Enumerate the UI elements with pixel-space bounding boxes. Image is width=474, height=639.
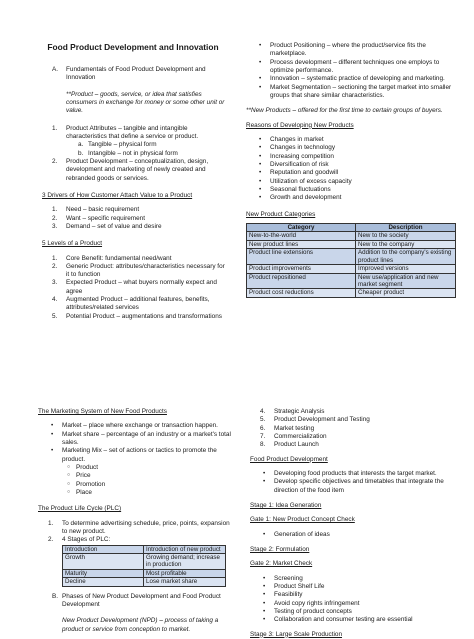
plc-heading: The Product Life Cycle (PLC)	[38, 505, 122, 513]
product-attribute-sublist	[42, 141, 228, 158]
table-row: New-to-the-world New to the society	[247, 232, 456, 240]
list-item: • Changes in market	[246, 136, 458, 144]
section-a-marker: A.	[52, 65, 59, 73]
list-item: • Changes in technology	[246, 144, 458, 152]
table-row: Product improvements Improved versions	[247, 265, 456, 273]
product-definition: **Product – goods, service, or idea that satisfies consumers in exchange for money or some other unit or value.	[66, 90, 225, 115]
list-item: 1. To determine advertising schedule, price, points, expansion to new product.	[48, 519, 230, 535]
list-item: 2. Want – specific requirement	[52, 214, 145, 222]
list-item: • Develop specific objectives and timetables that integrate the direction of the food item	[250, 478, 460, 495]
gate-1-list	[250, 531, 460, 539]
fpd-heading: Food Product Development	[250, 455, 328, 463]
gate-2-list	[250, 575, 460, 625]
list-item: 1. Product Attributes – tangible and intangible characteristics that define a service or product. a. Tangible – physical form b. Intangible – not in physical form	[42, 125, 228, 158]
document-title: Food Product Development and Innovation	[47, 42, 219, 52]
categories-table	[246, 223, 456, 298]
table-row: Maturity Most profitable	[63, 569, 226, 577]
drivers-list	[38, 206, 228, 231]
table-header-row	[247, 223, 456, 231]
list-item: • Screening	[250, 575, 460, 583]
list-item: ○ Price	[38, 472, 234, 480]
page1-right-column	[246, 42, 458, 298]
list-item: 2. 4 Stages of PLC:	[48, 536, 111, 544]
list-item: 1. Need – basic requirement	[52, 206, 140, 214]
positioning-list	[246, 42, 458, 100]
npd-definition: New Product Development (NPD) – process of taking a product or service from conception to market.	[62, 617, 219, 633]
table-row: New product lines New to the company	[247, 240, 456, 248]
table-row: Product repositioned New use/application and new market segment	[247, 273, 456, 289]
list-item: 6. Market testing	[260, 424, 315, 432]
list-item: 3. Demand – set of value and desire	[52, 222, 162, 230]
list-item: • Avoid copy rights infringement	[250, 600, 460, 608]
list-item: • Diversification of risk	[246, 161, 458, 169]
list-item: b. Intangible – not in physical form	[78, 149, 178, 157]
list-item: 5. Potential Product – augmentations and transformations	[52, 312, 222, 320]
table-row: Decline Lose market share	[63, 578, 226, 586]
list-item: • Seasonal fluctuations	[246, 186, 458, 194]
plc-list	[38, 520, 234, 545]
column-header: Description	[356, 223, 456, 231]
list-item: • Market – place where exchange or transaction happen.	[38, 422, 234, 430]
categories-heading: New Product Categories	[246, 210, 316, 218]
section-b-heading: Phases of New Product Development and Food Product Development	[62, 592, 221, 609]
levels-list	[38, 255, 228, 322]
drivers-heading: 3 Drivers of How Customer Attach Value to a Product	[42, 191, 193, 199]
marketing-heading: The Marketing System of New Food Products	[38, 408, 167, 415]
stage-2-heading: Stage 2: Formulation	[250, 545, 310, 553]
stage-1-heading: Stage 1: Idea Generation	[250, 501, 322, 509]
list-item: 2. Product Development – conceptualization, design, development and marketing of newly created and rebranded goods or services.	[52, 157, 209, 182]
page2-right-column	[250, 408, 460, 639]
list-item: • Generation of ideas	[250, 531, 460, 539]
stage-3-heading: Stage 3: Large Scale Production	[250, 630, 343, 638]
list-item: ○ Product	[38, 464, 234, 472]
gate-1-heading: Gate 1: New Product Concept Check	[250, 516, 355, 524]
levels-heading: 5 Levels of a Product	[42, 240, 103, 248]
section-b-marker: B.	[52, 592, 59, 600]
list-item: 4. Strategic Analysis	[260, 408, 325, 415]
list-item: • Growth and development	[246, 194, 458, 202]
list-item: 7. Commercialization	[260, 432, 327, 440]
table-row: Product cost reductions Cheaper product	[247, 289, 456, 297]
list-item: • Product Shelf Life	[250, 583, 460, 591]
list-item: • Increasing competition	[246, 153, 458, 161]
list-item: • Feasibility	[250, 591, 460, 599]
reasons-heading: Reasons of Developing New Products	[246, 121, 354, 129]
list-item: • Testing of product concepts	[250, 608, 460, 616]
list-item: 2. Generic Product: attributes/characteristics necessary for it to function	[52, 262, 225, 279]
new-products-definition: **New Products – offered for the first time to certain groups of buyers.	[246, 107, 443, 115]
list-item: • Market share – percentage of an industry or a market's total sales.	[38, 431, 234, 448]
npd-steps-list	[250, 408, 460, 450]
list-item: • Developing food products that interests the target market.	[250, 470, 460, 478]
list-item: 1. Core Benefit: fundamental need/want	[52, 254, 172, 262]
list-item: • Market Segmentation – sectioning the target market into smaller groups that share similar characteristics.	[246, 84, 458, 101]
marketing-list	[38, 422, 234, 464]
list-item: 8. Product Launch	[260, 441, 319, 449]
section-b	[38, 593, 234, 610]
list-item: 5. Product Development and Testing	[260, 416, 370, 424]
gate-2-heading: Gate 2: Market Check	[250, 560, 313, 568]
list-item: a. Tangible – physical form	[78, 141, 157, 149]
marketing-mix-list	[38, 464, 234, 497]
table-row: Growth Growing demand; increase in production	[63, 554, 226, 570]
list-item: 3. Expected Product – what buyers normally expect and agree	[52, 279, 217, 295]
list-item: • Marketing Mix – set of actions or tactics to promote the product.	[38, 447, 234, 464]
section-a	[38, 66, 228, 83]
page2-left-column	[38, 408, 234, 634]
column-header: Category	[247, 223, 356, 231]
list-item: ○ Promotion	[38, 481, 234, 489]
list-item: • Product Positioning – where the product/service fits the marketplace.	[246, 42, 458, 59]
page1-left-column	[38, 42, 228, 321]
list-item: • Innovation – systematic practice of developing and marketing.	[246, 75, 458, 83]
list-item: 4. Augmented Product – additional features, benefits, attributes/related services	[52, 296, 210, 312]
list-item: • Process development – different techniques one employs to optimize performance.	[246, 59, 458, 76]
plc-stages-table	[62, 545, 226, 587]
fpd-list	[250, 470, 460, 495]
list-item: • Utilization of excess capacity	[246, 178, 458, 186]
list-item: ○ Place	[38, 489, 234, 497]
list-item: • Collaboration and consumer testing are essential	[250, 616, 460, 624]
table-row: Product line extensions Addition to the company's existing product lines	[247, 249, 456, 265]
reasons-list	[246, 136, 458, 203]
section-a-heading: Fundamentals of Food Product Development and Innovation	[66, 65, 206, 82]
table-row: Introduction Introduction of new product	[63, 545, 226, 553]
list-item: • Reputation and goodwill	[246, 169, 458, 177]
product-items-list	[38, 125, 228, 183]
